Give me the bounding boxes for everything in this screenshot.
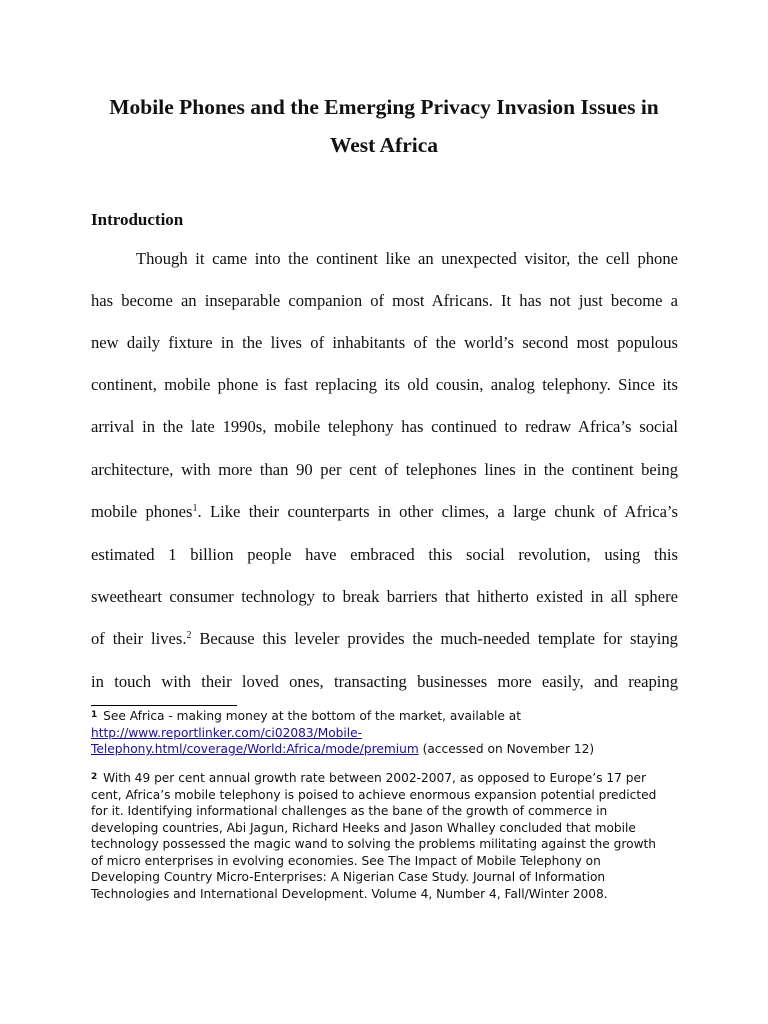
- body-line: in touch with their loved ones, transacting businesses more easily, and reaping: [91, 672, 678, 691]
- footnote-line: for it. Identifying informational challenges as the bane of the growth of commerce in: [91, 804, 608, 818]
- footnote-ref-2[interactable]: 2: [186, 630, 192, 641]
- section-heading: Introduction: [91, 210, 184, 229]
- footnote-text: (accessed on November 12): [418, 742, 595, 756]
- body-line: architecture, with more than 90 per cent of telephones lines in the continent being: [91, 460, 678, 479]
- footnote-line: cent, Africa’s mobile telephony is poised to achieve enormous expansion potential predicted: [91, 787, 657, 802]
- footnote-mark: 2: [91, 772, 98, 782]
- body-text: . Like their counterparts in other climes, a large chunk of Africa’s: [197, 502, 678, 521]
- footnote-line: Technologies and International Development. Volume 4, Number 4, Fall/Winter 2008.: [91, 886, 608, 901]
- body-line: arrival in the late 1990s, mobile telephony has continued to redraw Africa’s social: [91, 417, 678, 436]
- footnote-line: [91, 770, 691, 787]
- body-text: of their lives.: [91, 629, 187, 648]
- footnote-link[interactable]: Telephony.html/coverage/World:Africa/mode/premium: [91, 742, 419, 756]
- body-line: continent, mobile phone is fast replacing its old cousin, analog telephony. Since its: [91, 375, 678, 394]
- footnote-line: developing countries, Abi Jagun, Richard Heeks and Jason Whalley concluded that mobile: [91, 820, 636, 835]
- title-line-1: Mobile Phones and the Emerging Privacy Invasion Issues in: [109, 95, 659, 119]
- footnote-2: [91, 770, 691, 902]
- footnote-line: technology possessed the magic wand to solving the problems militating against the growth: [91, 837, 657, 851]
- footnote-separator: [91, 705, 237, 706]
- body-text: Because this leveler provides the much-needed template for staying: [191, 629, 678, 648]
- footnote-mark: 1: [91, 710, 98, 720]
- footnote-link[interactable]: http://www.reportlinker.com/ci02083/Mobile-: [91, 725, 363, 740]
- footnote-line: [91, 708, 691, 725]
- body-line: estimated 1 billion people have embraced this social revolution, using this: [91, 545, 678, 564]
- footnote-text: With 49 per cent annual growth rate between 2002-2007, as opposed to Europe’s 17 per: [103, 771, 647, 785]
- body-line: has become an inseparable companion of most Africans. It has not just become a: [91, 291, 678, 310]
- body-line: sweetheart consumer technology to break barriers that hitherto existed in all sphere: [91, 587, 678, 606]
- body-line-with-footnote-ref: [91, 501, 678, 523]
- title-line-2: West Africa: [329, 133, 439, 157]
- footnote-ref-1[interactable]: 1: [192, 503, 198, 514]
- footnote-text: See Africa - making money at the bottom of the market, available at: [103, 709, 521, 723]
- footnote-line: of micro enterprises in evolving economies. See The Impact of Mobile Telephony on: [91, 853, 601, 868]
- body-line-with-footnote-ref: [91, 628, 678, 650]
- body-line: Though it came into the continent like an unexpected visitor, the cell phone: [136, 249, 678, 268]
- footnote-line: [91, 741, 691, 758]
- body-line: new daily fixture in the lives of inhabitants of the world’s second most populous: [91, 333, 678, 352]
- footnote-1: [91, 708, 691, 758]
- footnote-line: Developing Country Micro-Enterprises: A Nigerian Case Study. Journal of Information: [91, 870, 606, 884]
- body-text: mobile phones: [91, 502, 193, 521]
- document-title: [60, 88, 708, 164]
- footnote-line: [91, 725, 691, 742]
